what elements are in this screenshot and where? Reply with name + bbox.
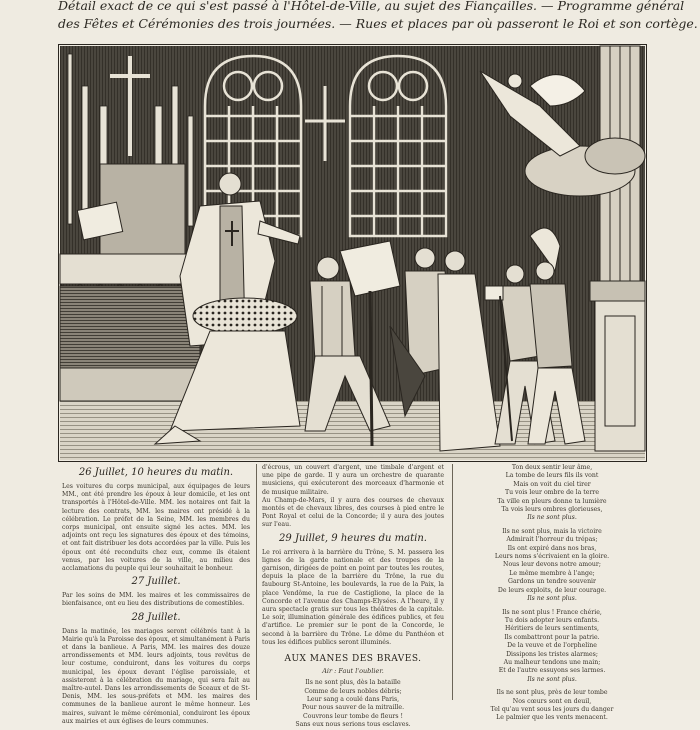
paragraph-festivities: d'écrous, un couvert d'argent, une timbale d'argent et une pipe de garde. Il y aura un orchestre de quarante musiciens, qui exécuteront des morceaux d'harmonie et de musique militaire. [262,464,444,496]
verse-line: La tombe de leurs fils ils vont [505,472,599,480]
verse-line: Tu dois adopter leurs enfants. [504,616,600,624]
verse-line: Ils ont expiré dans nos bras, [507,544,597,552]
verse-line: Au malheur tendons une main; [503,658,601,666]
text-columns [62,464,644,729]
verse-line: Le palmier que les vents menacent. [496,714,608,722]
verse-line: Ils ne sont plus ! France chérie, [502,608,602,616]
altar-cloth [60,254,200,284]
verse-line: Leur sang a coulé dans Paris, [306,696,400,704]
verse-line: Ils ne sont plus. [527,675,577,683]
woodcut-illustration [60,46,645,460]
column-divider-1 [256,464,257,700]
poem-title: AUX MANES DES BRAVES. [284,654,422,665]
verse-line: Couvrons leur tombe de fleurs ! [303,712,403,720]
text-column-2 [262,464,444,729]
verse-line: Ta vois leurs ombres glorieuses, [501,506,603,514]
column-divider-2 [452,464,453,700]
floor [60,401,645,460]
verse-line: Leurs noms s'écrivaient en la gloire. [494,553,610,561]
verse-line: Nos cœurs sont en deuil, [512,697,592,705]
header-line-1: Détail exact de ce qui s'est passé à l'Hôtel-de-Ville, au sujet des Fiançailles. — Programme général [58,0,685,13]
verse-line: Ton deux sentir leur âme, [511,464,593,471]
verse-line: Comme de leurs nobles débris; [304,687,402,695]
poem-air: Air : Faut l'oublier. [322,667,384,676]
paragraph-29-juillet: Le roi arrivera à la barrière du Trône, S. M. passera les lignes de la garde nationale et des troupes de la garnison, dirigées de point en point par toutes les routes, depuis la place de la barrière du Trône, la rue du faubourg St-Antoine, les boulevards, la rue de la Paix, la place Vendôme, la rue de Castiglione, la place de la Concorde et l'avenue des Champs-Elysées. A l'heure, il y aura spectacle gratis sur tous les théâtres de la capitale. Le soir, illumination générale des édifices publics, et feu d'artifice. Le premier sur le pont de la Concorde, le second à la barrière du Trône. Le dôme du Panthéon et tous les édifices publics seront illuminés. [262,548,444,646]
verse-line: Le même membre à l'ange; [509,569,595,577]
heading-26-juillet: 26 Juillet, 10 heures du matin. [78,467,234,478]
header-line-2: des Fêtes et Cérémonies des trois journées. — Rues et places par où passeront le Roi et son cortège. [58,16,698,31]
verse-line: Et de l'autre essuyons ses larmes. [498,667,606,675]
verse-line: Tel qu'au vent sous les jours du danger [490,705,614,713]
verse-line: Tu vois leur ombre de la terre [504,489,600,497]
verse-line: Ils ne sont plus. [527,595,577,603]
paragraph-28-juillet: Dans la matinée, les mariages seront célébrés tant à la Mairie qu'à la Paroisse des époux, et simultanément à Paris et dans la banlieue. A Paris, MM. les maires des douze arrondissements et MM. leurs adjoints, tous revêtus de leur costume, conduiront, dans les voitures du corps municipal, les époux devant l'église paroissiale, et assisteront à la célébration du mariage, qui sera fait au maître-autel. Dans les arrondissements de Sceaux et de St-Denis, MM. les sous-préfets et MM. les maires des communes de la banlieue auront le même honneur. Les maires, suivant le même cérémonial, conduiront les époux aux mairies et aux églises de leurs communes. [62,627,250,725]
paragraph-champ-de-mars: Au Champ-de-Mars, il y aura des courses de chevaux montés et de chevaux libres, des courses à pied entre le Pont Royal et celui de la Concorde; il y aura des joutes sur l'eau. [262,496,444,529]
verse-line: Admirait l'horreur du trépas; [506,536,598,544]
verse-line: Sans eux nous serions tous esclaves. [295,721,411,729]
verse-line: Ils ne sont plus, dès la bataille [305,679,401,687]
verse-line: Ils ne sont plus, près de leur tombe [496,689,608,697]
verse-line: Ta ville en pleurs donne ta lumière [497,497,607,505]
poem-verse-1 [262,679,444,729]
verse-line: Ils ne sont plus. [527,514,577,522]
paragraph-26-juillet: Les voitures du corps municipal, aux équipages de leurs MM., ont été prendre les époux à leur domicile, et les ont transportés à l'Hôtel-de-Ville. MM. les notaires ont fait la lecture des contrats, MM. les maires ont présidé à la célébration. Le préfet de la Seine, MM. les membres du corps municipal, ont ensuite signé les actes. MM. les adjoints ont reçu les signatures des époux et des témoins, et ont fait distribuer les dots accordées par la ville. Puis les époux ont été reconduits chez eux, comme ils étaient venus, par les voitures de la ville, au milieu des acclamations du peuple qui leur souhaitait le bonheur. [62,483,250,573]
verse-line: De leurs exploits, de leur courage. [497,586,607,594]
verse-line: De la veuve et de l'orpheline [507,642,597,650]
altar-step [60,368,200,401]
verse-line: Nous leur devons notre amour; [503,561,601,569]
header-text [58,0,698,33]
verse-line: Ils combattront pour la patrie. [504,633,600,641]
heading-28-juillet: 28 Juillet. [131,611,181,623]
altar-front [60,286,200,368]
text-column-3 [460,464,644,722]
verse-line: Ils ne sont plus, mais la victoire [502,527,602,535]
verse-line: Pour nous sauver de la mitraille. [301,704,405,712]
verse-line: Dissipons les tristes alarmes; [506,650,598,658]
text-column-1 [62,464,250,725]
verse-line: Gardons un tendre souvenir [508,578,596,586]
verse-line: Mais on voit du ciel tirer [513,480,591,488]
poem-verses-continued [460,464,644,723]
heading-29-juillet: 29 Juillet, 9 heures du matin. [279,532,427,544]
verse-line: Héritiers de leurs sentiments, [505,625,599,633]
heading-27-juillet: 27 Juillet. [131,576,181,588]
paragraph-27-juillet: Par les soins de MM. les maires et les commissaires de bienfaisance, ont eu lieu des distributions de comestibles. [62,592,250,608]
